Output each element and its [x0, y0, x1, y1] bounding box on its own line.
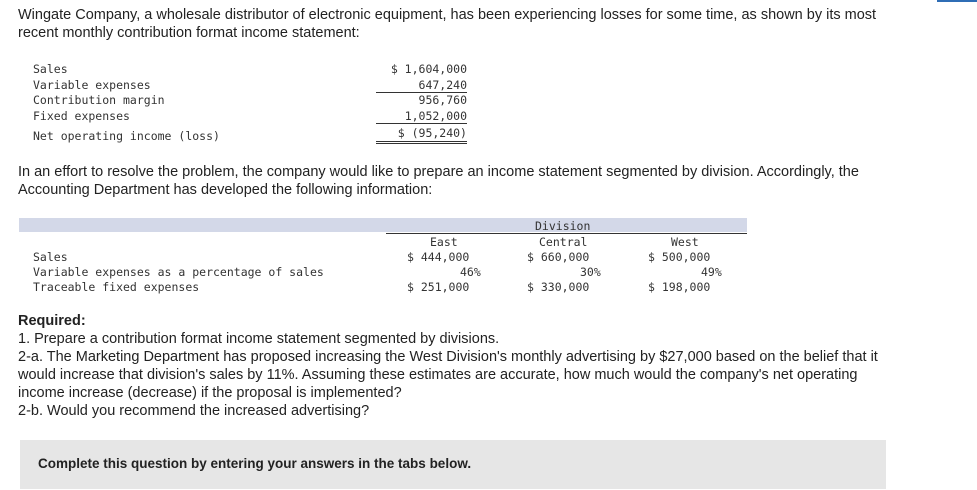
row-label-variable-pct: Variable expenses as a percentage of sales [33, 265, 324, 279]
required-line-5: 2-b. Would you recommend the increased advertising? [18, 403, 370, 419]
is-label-fixed: Fixed expenses [33, 109, 130, 123]
column-header-central: Central [539, 235, 588, 249]
is-label-variable: Variable expenses [33, 78, 151, 92]
double-rule-bottom [376, 143, 467, 144]
is-label-noi: Net operating income (loss) [33, 129, 220, 143]
required-line-1: 1. Prepare a contribution format income statement segmented by divisions. [18, 331, 500, 347]
row-label-sales: Sales [33, 250, 68, 264]
is-value-sales: $ 1,604,000 [390, 62, 467, 76]
division-header-band [19, 218, 747, 232]
is-value-variable: 647,240 [418, 78, 467, 92]
required-line-4: income increase (decrease) if the proposal is implemented? [18, 385, 402, 401]
required-title: Required: [18, 313, 86, 329]
is-value-cm: 956,760 [418, 93, 467, 107]
instruction-banner [20, 440, 886, 489]
column-header-east: East [430, 235, 458, 249]
required-line-3: would increase that division's sales by 11%. Assuming these estimates are accurate, how much would the company's net operating [18, 367, 858, 383]
effort-line-1: In an effort to resolve the problem, the company would like to prepare an income statement segmented by division. Accordingly, the [18, 164, 859, 180]
rule-under-fixed [376, 123, 467, 124]
cell-fixed-central: $ 330,000 [527, 280, 590, 294]
required-line-2: 2-a. The Marketing Department has proposed increasing the West Division's monthly advertising by $27,000 based on the belief that it [18, 349, 878, 365]
top-accent-bar [937, 0, 977, 2]
cell-fixed-west: $ 198,000 [648, 280, 711, 294]
intro-line-2: recent monthly contribution format income statement: [18, 25, 360, 41]
column-header-west: West [671, 235, 699, 249]
cell-fixed-east: $ 251,000 [407, 280, 470, 294]
cell-sales-east: $ 444,000 [407, 250, 470, 264]
effort-line-2: Accounting Department has developed the following information: [18, 182, 433, 198]
is-value-fixed: 1,052,000 [404, 109, 467, 123]
double-rule-top [376, 141, 467, 142]
cell-sales-west: $ 500,000 [648, 250, 711, 264]
instruction-banner-text: Complete this question by entering your answers in the tabs below. [38, 456, 472, 471]
division-header-rule [386, 233, 747, 234]
row-label-traceable-fixed: Traceable fixed expenses [33, 280, 200, 294]
is-value-noi: $ (95,240) [397, 126, 467, 140]
division-group-header: Division [535, 219, 591, 233]
is-label-cm: Contribution margin [33, 93, 165, 107]
cell-varpct-central: 30% [580, 265, 601, 279]
intro-line-1: Wingate Company, a wholesale distributor of electronic equipment, has been experiencing losses for some time, as shown by its most [18, 7, 877, 23]
cell-varpct-east: 46% [460, 265, 481, 279]
cell-varpct-west: 49% [701, 265, 722, 279]
is-label-sales: Sales [33, 62, 68, 76]
cell-sales-central: $ 660,000 [527, 250, 590, 264]
